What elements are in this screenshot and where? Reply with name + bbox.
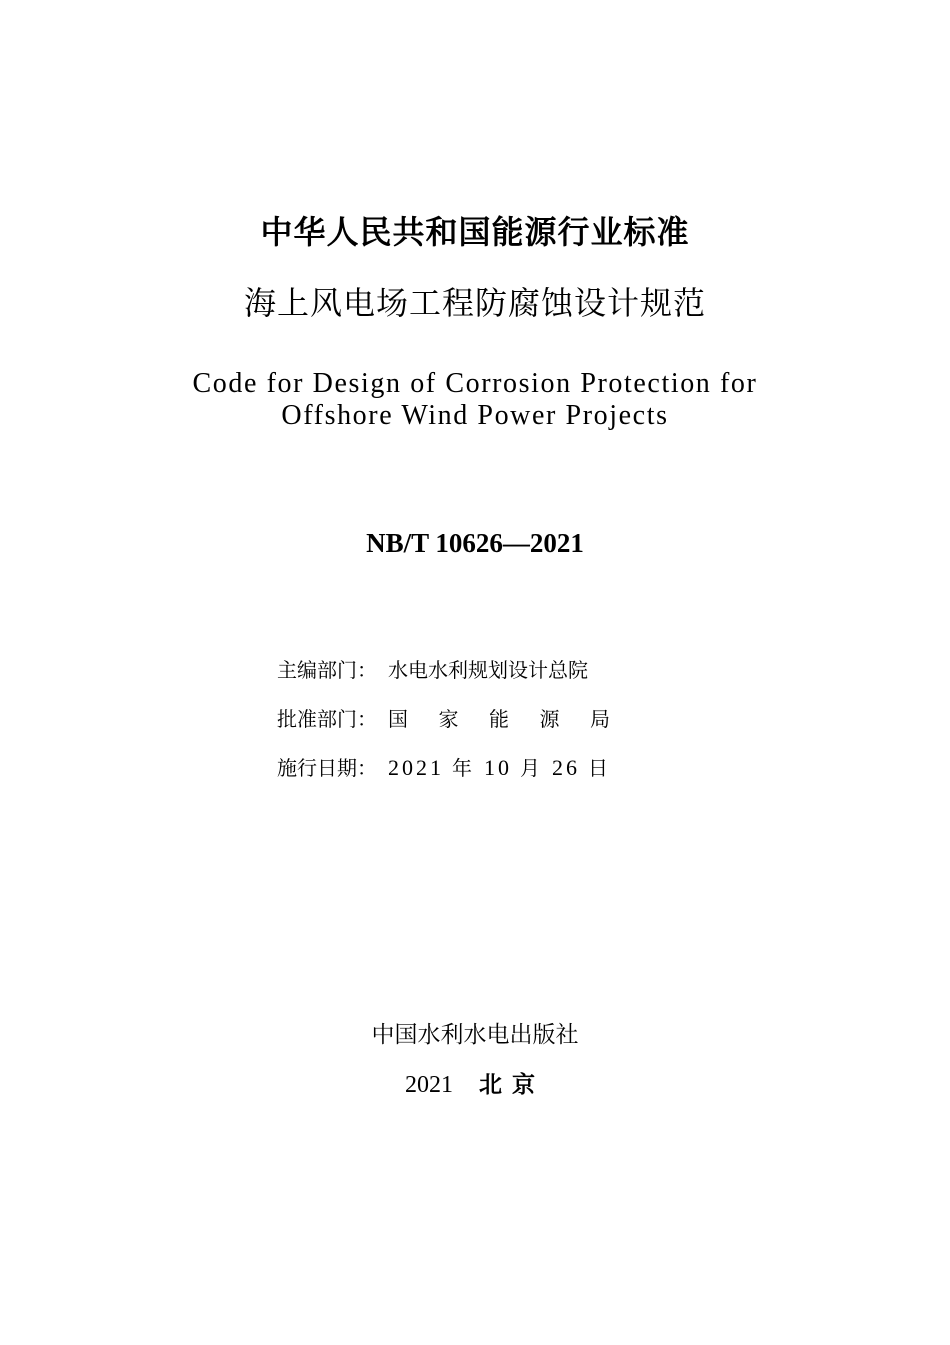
- approver-char: 家: [438, 707, 459, 731]
- standard-category: 中华人民共和国能源行业标准: [260, 213, 690, 251]
- approver-char: 国: [388, 707, 408, 731]
- approver-char: 源: [539, 707, 560, 731]
- english-title-line2: Offshore Wind Power Projects: [281, 400, 669, 431]
- date-label: 施行日期：: [277, 756, 377, 780]
- chinese-title: 海上风电场工程防腐蚀设计规范: [243, 284, 706, 322]
- approver-label: 批准部门：: [277, 707, 377, 731]
- editor-row: [277, 656, 588, 684]
- approver-row: [277, 705, 610, 733]
- approver-char: 局: [590, 707, 610, 731]
- editor-value: 水电水利规划设计总院: [388, 658, 588, 682]
- publication-line: [0, 1070, 950, 1100]
- standard-number: NB/T 10626—2021: [366, 528, 584, 558]
- date-month: 10: [484, 755, 512, 780]
- date-day: 26: [552, 755, 580, 780]
- date-day-unit: 日: [588, 756, 608, 780]
- editor-label: 主编部门：: [277, 658, 377, 682]
- publication-year: 2021: [405, 1072, 453, 1098]
- date-year-unit: 年: [452, 756, 472, 780]
- approver-value: [388, 705, 610, 733]
- date-year: 2021: [388, 755, 444, 780]
- date-row: [277, 754, 620, 782]
- english-title-line1: Code for Design of Corrosion Protection for: [192, 368, 758, 399]
- publisher: 中国水利水电出版社: [371, 1022, 579, 1048]
- publication-city: 北京: [479, 1072, 545, 1098]
- approver-char: 能: [489, 707, 509, 731]
- date-month-unit: 月: [520, 756, 540, 780]
